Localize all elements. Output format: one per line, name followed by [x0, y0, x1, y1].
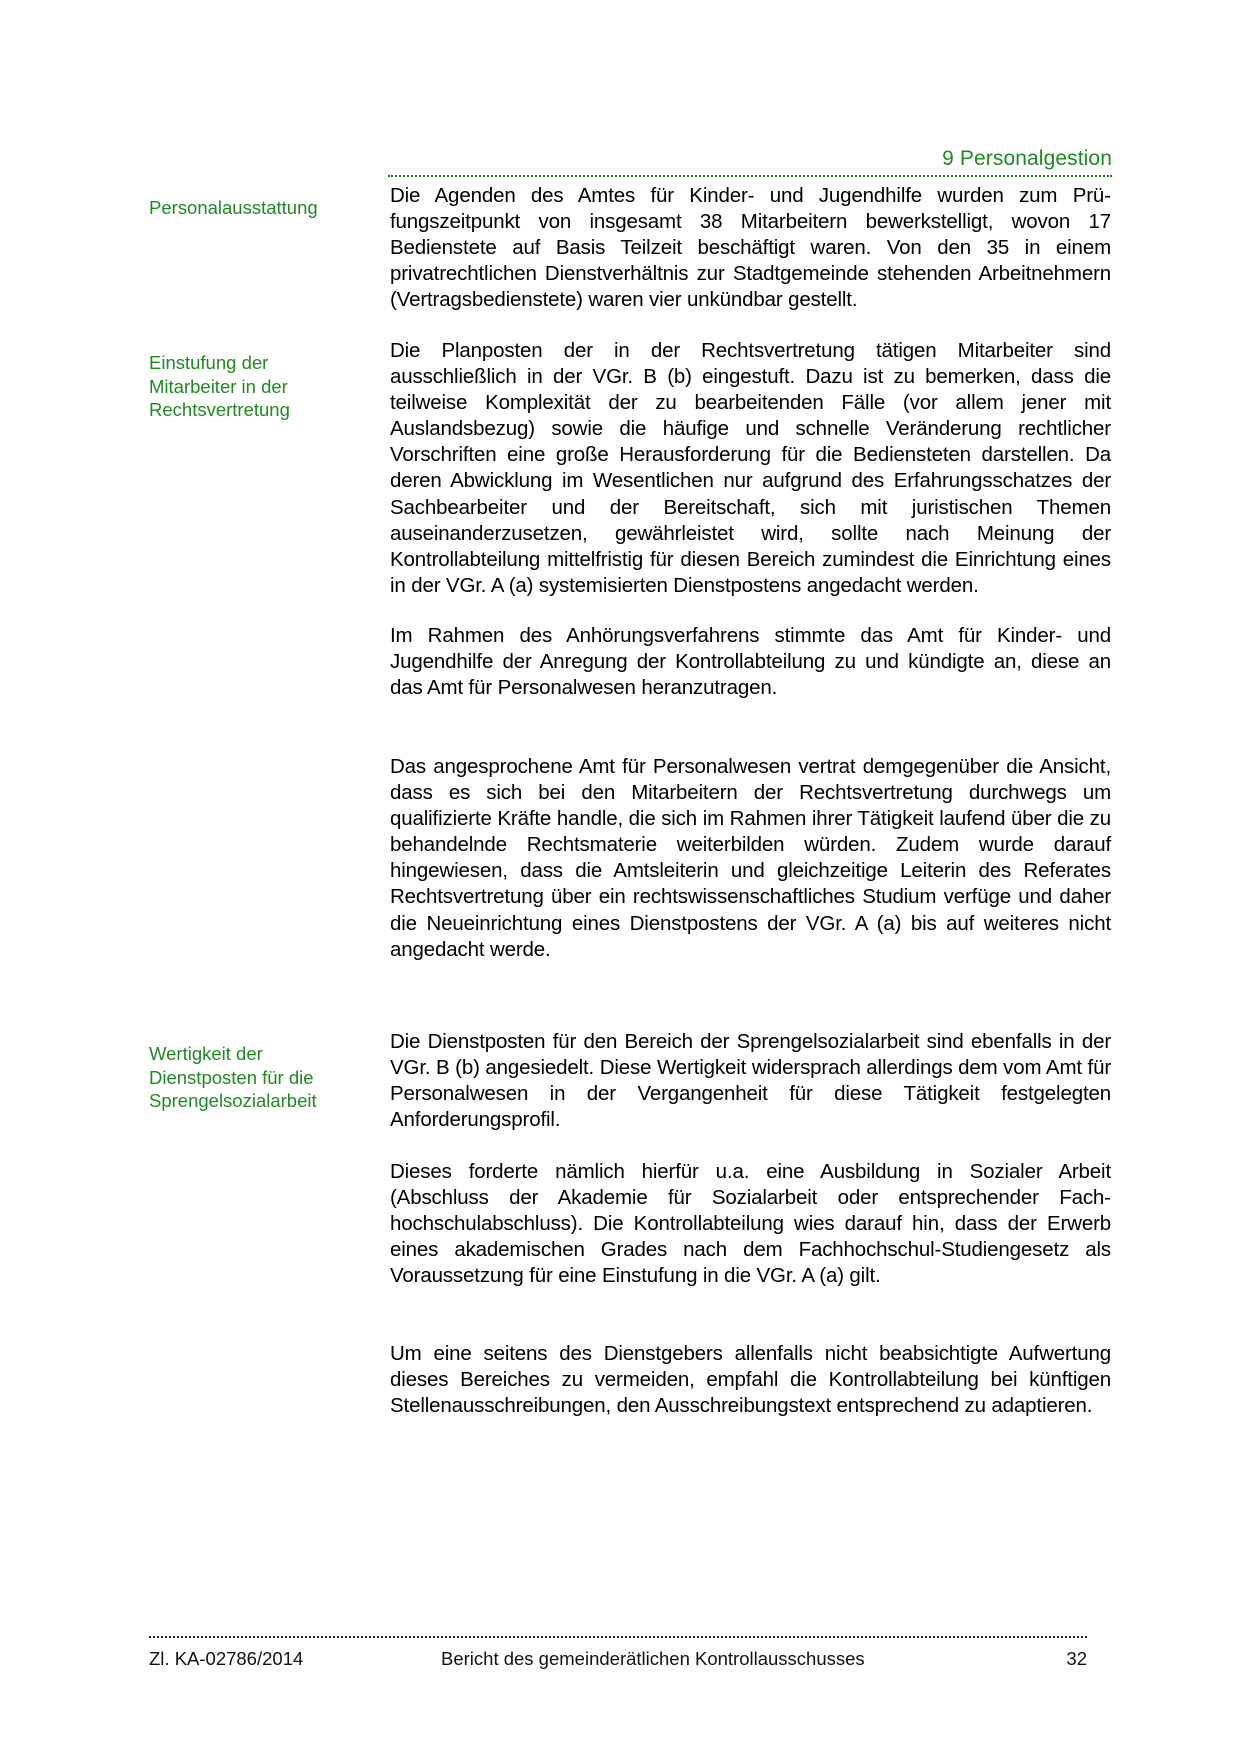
paragraph-personalausstattung: Die Agenden des Amtes für Kinder- und Jugendhilfe wurden zum Prüfungszeitpunkt von insgesamt 38 Mitarbeitern bewerkstelligt, wovon 17 Bedienstete auf Basis Teilzeit beschäftigt waren. Von den 35 in einem privatrechtlichen Dienstverhältnis zur Stadtgemeinde stehenden Arbeitnehmern (Vertragsbedienstete) waren vier unkündbar gestellt. [390, 184, 1111, 312]
paragraph-dienstposten-sprengelsozialarbeit: Die Dienstposten für den Bereich der Sprengelsozialarbeit sind ebenfalls in der VGr. B (b) angesiedelt. Diese Wertigkeit widersprach allerdings dem vom Amt für Personalwesen in der Vergangenheit für diese Tätigkeit festgelegten Anforderungsprofil. [390, 1030, 1111, 1132]
page-number: 32 [1066, 1648, 1087, 1669]
paragraph-empfehlung-ausschreibung: Um eine seitens des Dienstgebers allenfalls nicht beabsichtigte Aufwertung dieses Bereiches zu vermeiden, empfahl die Kontrollabteilung bei künftigen Stellenausschreibungen, den Ausschreibungstext entsprechend zu adaptieren. [390, 1342, 1111, 1418]
margin-label-personalausstattung: Personalausstattung [149, 197, 318, 218]
paragraph-amt-fuer-personalwesen: Das angesprochene Amt für Personalwesen vertrat demgegenüber die Ansicht, dass es sich bei den Mitarbeitern der Rechtsvertretung durchwegs um qualifizierte Kräfte handle, die sich im Rahmen ihrer Tätigkeit laufend über die zu behandelnde Rechtsmaterie weiterbilden würden. Zudem wurde darauf hingewiesen, dass die Amtsleiterin und gleichzeitige Leiterin des Referates Rechtsvertretung über ein rechtswissenschaftliches Studium verfüge und daher die Neueinrichtung eines Dienstpostens der VGr. A (a) bis auf weiteres nicht angedacht werde. [390, 755, 1111, 961]
margin-label-einstufung-rechtsvertretung: Einstufung der Mitarbeiter in der Rechtsvertretung [149, 352, 290, 420]
footer-report-title: Bericht des gemeinderätlichen Kontrollausschusses [441, 1648, 865, 1669]
paragraph-anhoerungsverfahren: Im Rahmen des Anhörungsverfahrens stimmte das Amt für Kinder- und Jugendhilfe der Anregung der Kontrollabteilung zu und kündigte an, diese an das Amt für Personalwesen heranzutragen. [390, 624, 1111, 700]
chapter-title: 9 Personalgestion [942, 147, 1112, 170]
paragraph-anforderungsprofil: Dieses forderte nämlich hierfür u.a. eine Ausbildung in Sozialer Arbeit (Abschluss der Akademie für Sozialarbeit oder entsprechender Fachhochschulabschluss). Die Kontrollabteilung wies darauf hin, dass der Erwerb eines akademischen Grades nach dem Fachhochschul-Studiengesetz als Voraussetzung für eine Einstufung in die VGr. A (a) gilt. [390, 1160, 1111, 1288]
page-header [388, 147, 1112, 177]
paragraph-planposten-rechtsvertretung: Die Planposten der in der Rechtsvertretung tätigen Mitarbeiter sind ausschließlich in der VGr. B (b) eingestuft. Dazu ist zu bemerken, dass die teilweise Komplexität der zu bearbeitenden Fälle (vor allem jener mit Auslandsbezug) sowie die häufige und schnelle Veränderung rechtlicher Vorschriften eine große Herausforderung für die Bediensteten darstellen. Da deren Abwicklung im Wesentlichen nur aufgrund des Erfahrungsschatzes der Sachbearbeiter und der Bereitschaft, sich mit juristischen Themen auseinanderzusetzen, gewährleistet wird, sollte nach Meinung der Kontrollabteilung mittelfristig für diesen Bereich zumindest die Einrichtung eines in der VGr. A (a) systemisierten Dienstpostens angedacht werden. [390, 339, 1111, 597]
footer-dotted-rule [149, 1636, 1087, 1638]
footer-reference-number: Zl. KA-02786/2014 [149, 1648, 304, 1669]
header-dotted-rule [388, 175, 1112, 177]
margin-label-wertigkeit-sprengelsozialarbeit: Wertigkeit der Dienstposten für die Sprengelsozialarbeit [149, 1043, 317, 1111]
